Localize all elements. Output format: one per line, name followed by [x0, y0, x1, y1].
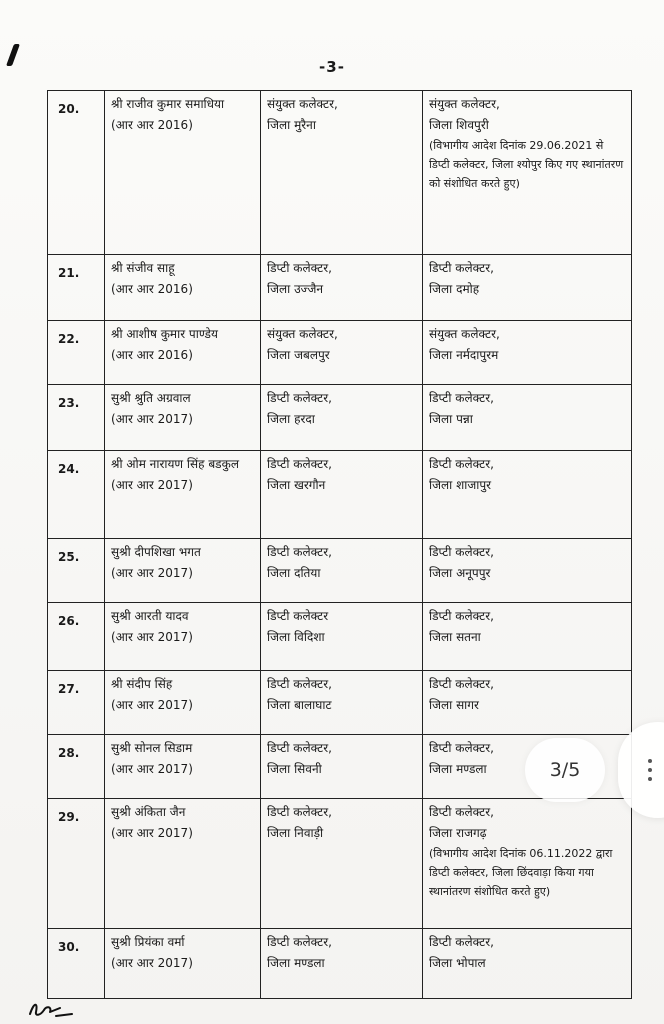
new-posting-cell [423, 255, 632, 321]
current-district: जिला निवाड़ी [267, 826, 324, 840]
current-district: जिला जबलपुर [267, 348, 330, 362]
vertical-dots-icon [648, 759, 652, 781]
officer-name: सुश्री दीपशिखा भगत [111, 545, 201, 559]
table-row [48, 929, 632, 999]
new-post: डिप्टी कलेक्टर, [429, 677, 494, 691]
officer-name: श्री संजीव साहू [111, 261, 175, 275]
current-post: डिप्टी कलेक्टर, [267, 805, 332, 819]
current-district: जिला मुरैना [267, 118, 316, 132]
officer-batch: (आर आर 2016) [111, 282, 193, 296]
new-post: डिप्टी कलेक्टर, [429, 935, 494, 949]
new-post: डिप्टी कलेक्टर, [429, 457, 494, 471]
page-indicator: 3/5 [525, 738, 605, 802]
officer-name-cell [105, 603, 261, 671]
current-posting-cell [261, 539, 423, 603]
new-post: डिप्टी कलेक्टर, [429, 391, 494, 405]
officer-name: श्री संदीप सिंह [111, 677, 173, 691]
new-district: जिला अनूपपुर [429, 566, 491, 580]
current-post: संयुक्त कलेक्टर, [267, 327, 338, 341]
new-posting-cell [423, 929, 632, 999]
new-district: जिला भोपाल [429, 956, 486, 970]
table-row [48, 451, 632, 539]
current-posting-cell [261, 929, 423, 999]
new-post: संयुक्त कलेक्टर, [429, 327, 500, 341]
officer-name: श्री आशीष कुमार पाण्डेय [111, 327, 218, 341]
table-row [48, 255, 632, 321]
new-district: जिला सतना [429, 630, 481, 644]
officer-batch: (आर आर 2017) [111, 762, 193, 776]
table-body [48, 91, 632, 999]
current-post: डिप्टी कलेक्टर, [267, 457, 332, 471]
transfer-table [47, 90, 632, 999]
current-district: जिला मण्डला [267, 956, 325, 970]
new-posting-cell [423, 385, 632, 451]
new-district: जिला नर्मदापुरम [429, 348, 499, 362]
new-district: जिला मण्डला [429, 762, 487, 776]
officer-name: सुश्री अंकिता जैन [111, 805, 186, 819]
officer-batch: (आर आर 2017) [111, 956, 193, 970]
serial-number-cell: 21. [48, 255, 105, 321]
serial-number-cell: 23. [48, 385, 105, 451]
current-district: जिला दतिया [267, 566, 321, 580]
serial-number-cell: 22. [48, 321, 105, 385]
new-district: जिला शाजापुर [429, 478, 492, 492]
current-post: डिप्टी कलेक्टर, [267, 261, 332, 275]
new-post: डिप्टी कलेक्टर, [429, 741, 494, 755]
new-district: जिला सागर [429, 698, 479, 712]
current-posting-cell [261, 603, 423, 671]
officer-batch: (आर आर 2017) [111, 566, 193, 580]
new-district: जिला राजगढ़ [429, 826, 487, 840]
current-district: जिला उज्जैन [267, 282, 324, 296]
table-row [48, 539, 632, 603]
serial-number-cell: 24. [48, 451, 105, 539]
current-posting-cell [261, 91, 423, 255]
officer-name-cell [105, 91, 261, 255]
current-district: जिला विदिशा [267, 630, 325, 644]
table-row [48, 799, 632, 929]
officer-batch: (आर आर 2017) [111, 698, 193, 712]
new-district: जिला दमोह [429, 282, 480, 296]
officer-batch: (आर आर 2017) [111, 826, 193, 840]
serial-number-cell: 30. [48, 929, 105, 999]
officer-name-cell [105, 385, 261, 451]
new-posting-cell [423, 799, 632, 929]
transfer-note: (विभागीय आदेश दिनांक 29.06.2021 से डिप्टी कलेक्टर, जिला श्योपुर किए गए स्थानांतरण को संशोधित करते हुए) [429, 139, 624, 190]
current-district: जिला बालाघाट [267, 698, 332, 712]
table-row [48, 385, 632, 451]
new-post: संयुक्त कलेक्टर, [429, 97, 500, 111]
serial-number-cell: 25. [48, 539, 105, 603]
serial-number-cell: 20. [48, 91, 105, 255]
current-post: डिप्टी कलेक्टर, [267, 741, 332, 755]
officer-name-cell [105, 539, 261, 603]
officer-name-cell [105, 671, 261, 735]
officer-name-cell [105, 321, 261, 385]
current-post: डिप्टी कलेक्टर [267, 609, 329, 623]
officer-name-cell [105, 735, 261, 799]
current-post: संयुक्त कलेक्टर, [267, 97, 338, 111]
new-district: जिला पन्ना [429, 412, 473, 426]
officer-name: सुश्री श्रुति अग्रवाल [111, 391, 191, 405]
officer-batch: (आर आर 2016) [111, 118, 193, 132]
new-posting-cell [423, 321, 632, 385]
current-posting-cell [261, 451, 423, 539]
new-post: डिप्टी कलेक्टर, [429, 261, 494, 275]
current-posting-cell [261, 321, 423, 385]
new-post: डिप्टी कलेक्टर, [429, 805, 494, 819]
current-post: डिप्टी कलेक्टर, [267, 545, 332, 559]
serial-number-cell: 29. [48, 799, 105, 929]
current-posting-cell [261, 385, 423, 451]
transfer-note: (विभागीय आदेश दिनांक 06.11.2022 द्वारा डिप्टी कलेक्टर, जिला छिंदवाड़ा किया गया स्थानांतरण संशोधित करते हुए) [429, 847, 613, 898]
current-post: डिप्टी कलेक्टर, [267, 677, 332, 691]
new-posting-cell [423, 539, 632, 603]
officer-name-cell [105, 451, 261, 539]
serial-number-cell: 27. [48, 671, 105, 735]
officer-name-cell [105, 929, 261, 999]
officer-name-cell [105, 255, 261, 321]
table-row [48, 321, 632, 385]
current-posting-cell [261, 799, 423, 929]
new-district: जिला शिवपुरी [429, 118, 489, 132]
signature [26, 996, 78, 1020]
table-row [48, 603, 632, 671]
officer-batch: (आर आर 2017) [111, 630, 193, 644]
new-posting-cell [423, 603, 632, 671]
current-post: डिप्टी कलेक्टर, [267, 935, 332, 949]
current-post: डिप्टी कलेक्टर, [267, 391, 332, 405]
current-posting-cell [261, 255, 423, 321]
table-row [48, 671, 632, 735]
officer-batch: (आर आर 2017) [111, 478, 193, 492]
current-district: जिला खरगौन [267, 478, 326, 492]
new-post: डिप्टी कलेक्टर, [429, 609, 494, 623]
officer-batch: (आर आर 2017) [111, 412, 193, 426]
new-posting-cell [423, 91, 632, 255]
officer-name: श्री ओम नारायण सिंह बडकुल [111, 457, 239, 471]
table-row [48, 91, 632, 255]
page-number: -3- [319, 58, 345, 76]
officer-name: सुश्री आरती यादव [111, 609, 189, 623]
serial-number-cell: 28. [48, 735, 105, 799]
officer-name: सुश्री प्रियंका वर्मा [111, 935, 185, 949]
serial-number-cell: 26. [48, 603, 105, 671]
officer-name: सुश्री सोनल सिडाम [111, 741, 193, 755]
officer-name: श्री राजीव कुमार समाधिया [111, 97, 225, 111]
current-posting-cell [261, 735, 423, 799]
officer-name-cell [105, 799, 261, 929]
current-posting-cell [261, 671, 423, 735]
new-post: डिप्टी कलेक्टर, [429, 545, 494, 559]
current-district: जिला सिवनी [267, 762, 322, 776]
new-posting-cell [423, 451, 632, 539]
new-posting-cell [423, 671, 632, 735]
current-district: जिला हरदा [267, 412, 315, 426]
officer-batch: (आर आर 2016) [111, 348, 193, 362]
